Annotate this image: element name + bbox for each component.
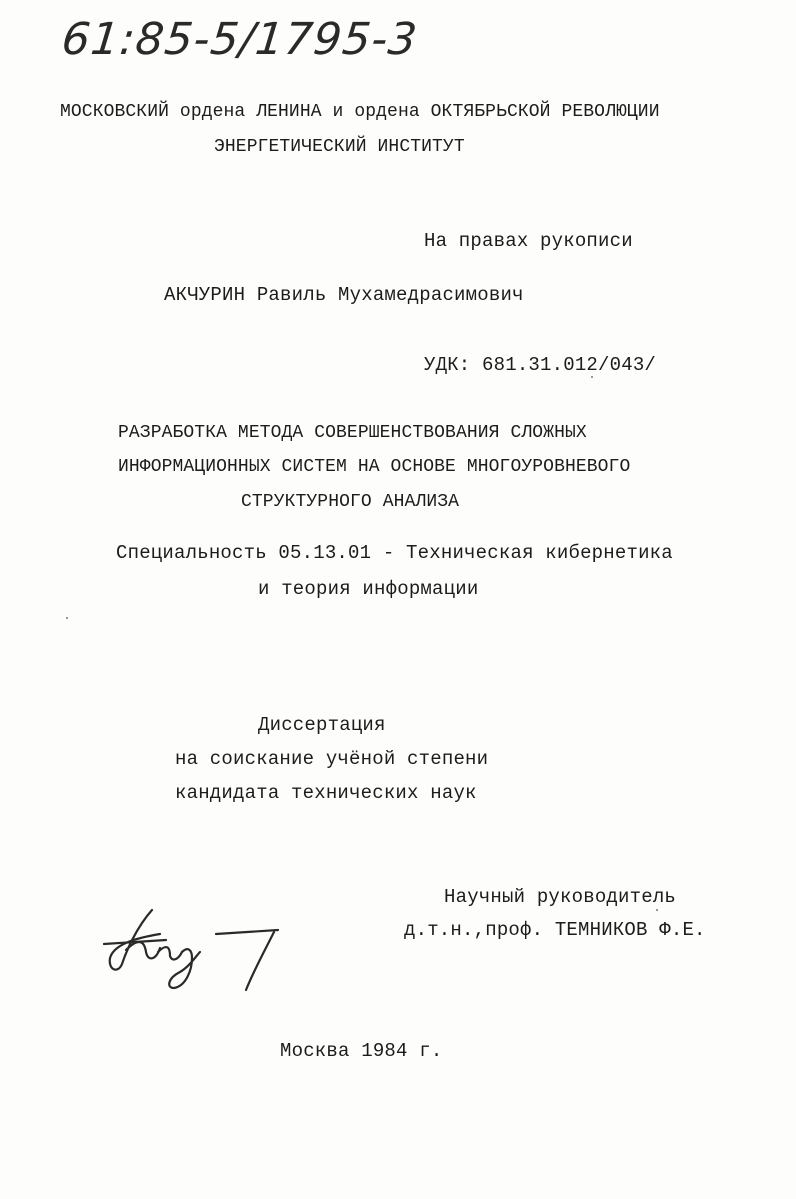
institution-line-2: ЭНЕРГЕТИЧЕСКИЙ ИНСТИТУТ xyxy=(214,137,465,157)
author-name: АКЧУРИН Равиль Мухамедрасимович xyxy=(164,284,524,306)
udc-code: УДК: 681.31.012/043/ xyxy=(424,354,657,376)
archive-number-handwritten: 61:85-5/1795-3 xyxy=(59,14,421,65)
paper-speck xyxy=(656,909,658,911)
institution-line-1: МОСКОВСКИЙ ордена ЛЕНИНА и ордена ОКТЯБРЬСКОЙ РЕВОЛЮЦИИ xyxy=(60,102,660,122)
degree-line-2: на соискание учёной степени xyxy=(175,748,489,770)
degree-line-1: Диссертация xyxy=(258,714,386,736)
specialty-line-2: и теория информации xyxy=(258,578,479,600)
supervisor-label: Научный руководитель xyxy=(444,886,677,908)
degree-line-3: кандидата технических наук xyxy=(175,782,477,804)
place-year: Москва 1984 г. xyxy=(280,1040,443,1062)
paper-speck xyxy=(591,376,593,378)
manuscript-rights: На правах рукописи xyxy=(424,230,633,252)
specialty-line-1: Специальность 05.13.01 - Техническая кибернетика xyxy=(116,542,673,564)
supervisor-name: д.т.н.,проф. ТЕМНИКОВ Ф.Е. xyxy=(404,919,706,941)
title-line-3: СТРУКТУРНОГО АНАЛИЗА xyxy=(241,492,460,512)
author-signature xyxy=(96,900,286,1000)
title-line-2: ИНФОРМАЦИОННЫХ СИСТЕМ НА ОСНОВЕ МНОГОУРОВНЕВОГО xyxy=(118,457,631,477)
title-line-1: РАЗРАБОТКА МЕТОДА СОВЕРШЕНСТВОВАНИЯ СЛОЖНЫХ xyxy=(118,423,587,443)
paper-speck xyxy=(66,617,68,619)
